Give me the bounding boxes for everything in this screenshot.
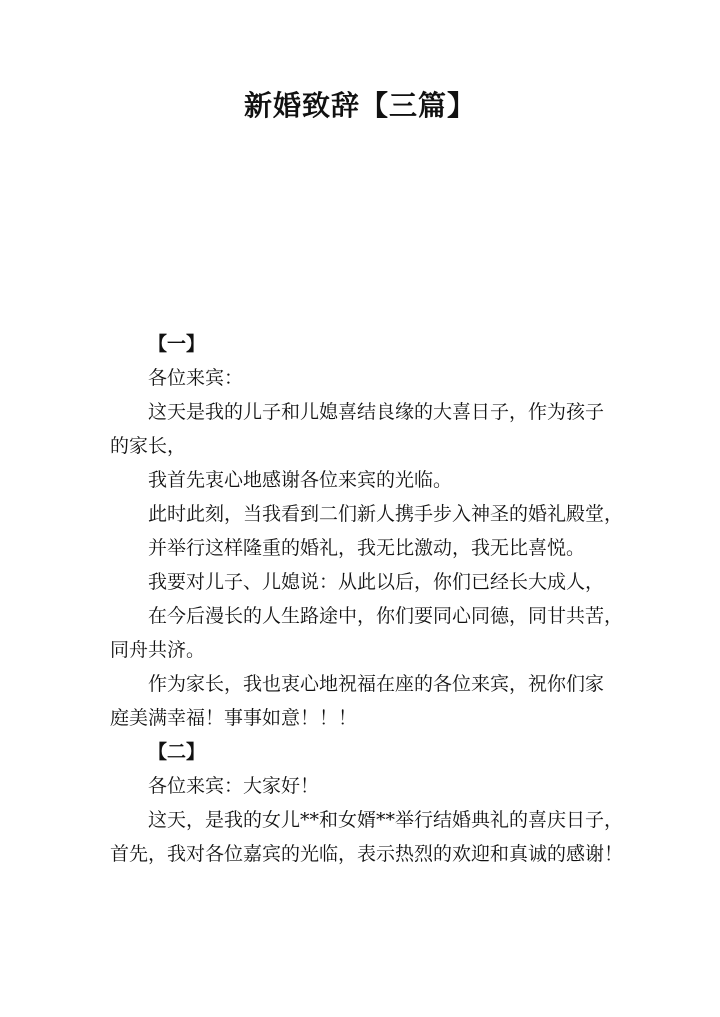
paragraph-line: 在今后漫长的人生路途中，你们要同心同德，同甘共苦， [148, 605, 624, 627]
paragraph-line: 各位来宾：大家好！ [148, 775, 320, 797]
document-body [110, 327, 624, 871]
section-heading-2: 【二】 [148, 741, 206, 763]
paragraph-line: 并举行这样隆重的婚礼，我无比激动，我无比喜悦。 [148, 537, 586, 559]
paragraph-line: 这天是我的儿子和儿媳喜结良缘的大喜日子，作为孩子 [148, 401, 605, 423]
section-heading-1: 【一】 [148, 333, 206, 355]
paragraph-line: 我要对儿子、儿媳说：从此以后，你们已经长大成人， [148, 571, 605, 593]
document-title: 新婚致辞【三篇】 [243, 89, 476, 122]
paragraph-line: 此时此刻，当我看到二们新人携手步入神圣的婚礼殿堂， [148, 503, 624, 525]
paragraph-line: 我首先衷心地感谢各位来宾的光临。 [148, 469, 453, 491]
paragraph-line: 这天，是我的女儿**和女婿**举行结婚典礼的喜庆日子， [148, 809, 624, 831]
paragraph-line: 的家长， [110, 435, 187, 457]
paragraph-line: 首先，我对各位嘉宾的光临，表示热烈的欢迎和真诚的感谢！ [110, 843, 624, 865]
paragraph-line: 作为家长，我也衷心地祝福在座的各位来宾，祝你们家 [148, 673, 605, 695]
paragraph-line: 庭美满幸福！事事如意！！！ [110, 707, 358, 729]
paragraph-line: 同舟共济。 [110, 639, 206, 661]
paragraph-line: 各位来宾： [148, 367, 244, 389]
